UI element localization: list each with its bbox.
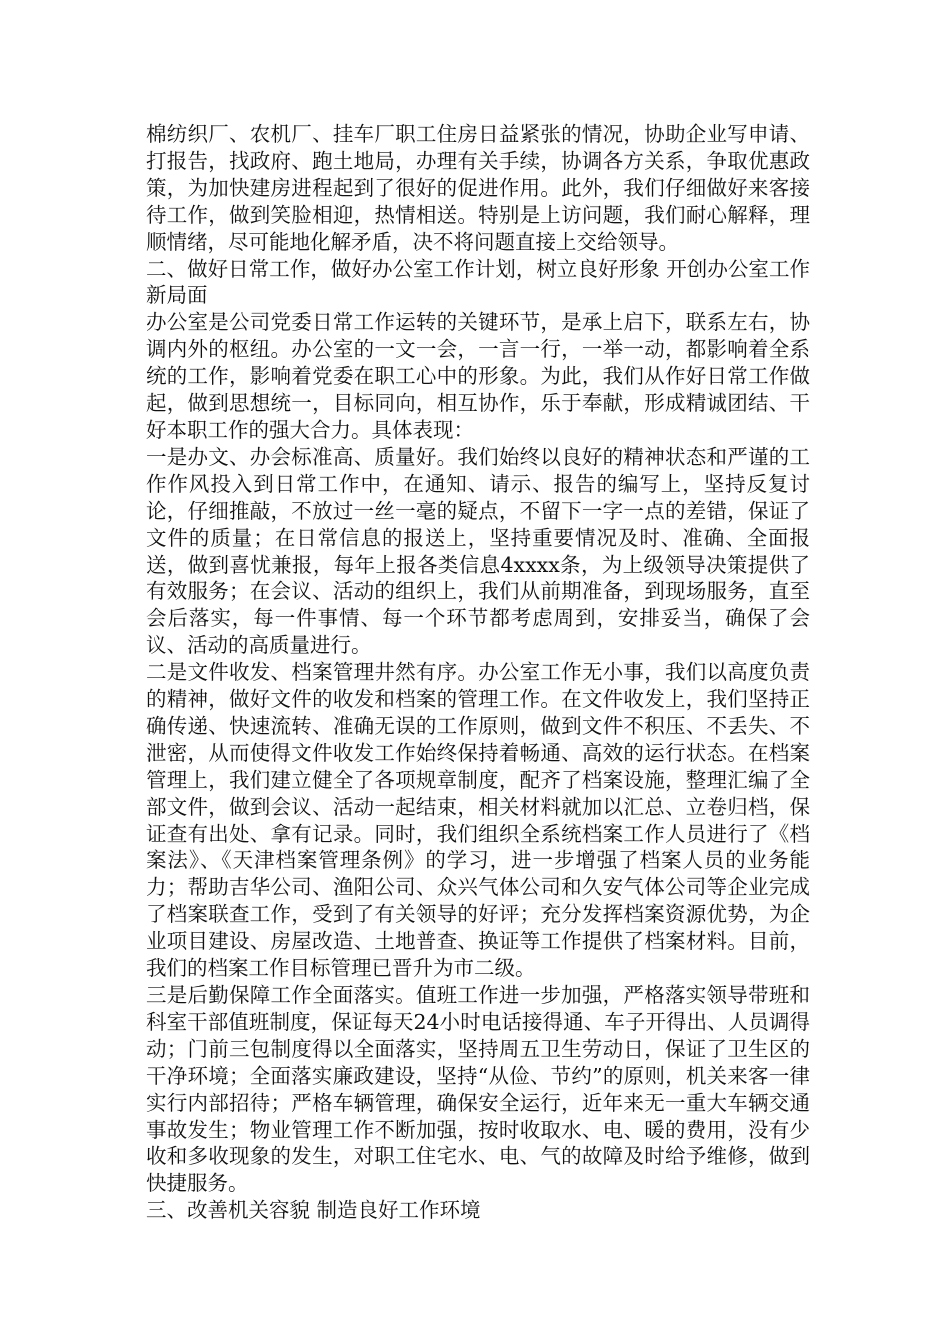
document-body: [146, 121, 810, 1224]
paragraph-documents-meetings: 一是办文、办会标准高、质量好。我们始终以良好的精神状态和严谨的工作作风投入到日常工作中，在通知、请示、报告的编写上，坚持反复讨论，仔细推敲，不放过一丝一毫的疑点，不留下一字一点的差错，保证了文件的质量；在日常信息的报送上，坚持重要情况及时、准确、全面报送，做到喜忧兼报，每年上报各类信息4xxxx条，为上级领导决策提供了有效服务；在会议、活动的组织上，我们从前期准备，到现场服务，直至会后落实，每一件事情、每一个环节都考虑周到，安排妥当，确保了会议、活动的高质量进行。: [146, 444, 810, 658]
paragraph-logistics: 三是后勤保障工作全面落实。值班工作进一步加强，严格落实领导带班和科室干部值班制度，保证每天24小时电话接得通、车子开得出、人员调得动；门前三包制度得以全面落实，坚持周五卫生劳动日，保证了卫生区的干净环境；全面落实廉政建设，坚持“从俭、节约”的原则，机关来客一律实行内部招待；严格车辆管理，确保安全运行，近年来无一重大车辆交通事故发生；物业管理工作不断加强，按时收取水、电、暖的费用，没有少收和多收现象的发生，对职工住宅水、电、气的故障及时给予维修，做到快捷服务。: [146, 983, 810, 1196]
section-heading-office-appearance: 三、改善机关容貌 制造良好工作环境: [146, 1198, 481, 1223]
paragraph-files-archives: 二是文件收发、档案管理井然有序。办公室工作无小事，我们以高度负责的精神，做好文件的收发和档案的管理工作。在文件收发上，我们坚持正确传递、快速流转、准确无误的工作原则，做到文件不积压、不丢失、不泄密，从而使得文件收发工作始终保持着畅通、高效的运行状态。在档案管理上，我们建立健全了各项规章制度，配齐了档案设施，整理汇编了全部文件，做到会议、活动一起结束，相关材料就加以汇总、立卷归档，保证查有出处、拿有记录。同时，我们组织全系统档案工作人员进行了《档案法》、《天津档案管理条例》的学习，进一步增强了档案人员的业务能力；帮助吉华公司、渔阳公司、众兴气体公司和久安气体公司等企业完成了档案联查工作，受到了有关领导的好评；充分发挥档案资源优势，为企业项目建设、房屋改造、土地普查、换证等工作提供了档案材料。目前，我们的档案工作目标管理已晋升为市二级。: [146, 660, 810, 981]
paragraph-housing-assistance: 棉纺织厂、农机厂、挂车厂职工住房日益紧张的情况，协助企业写申请、打报告，找政府、跑土地局，办理有关手续，协调各方关系，争取优惠政策，为加快建房进程起到了很好的促进作用。此外，我们仔细做好来客接待工作，做到笑脸相迎，热情相送。特别是上访问题，我们耐心解释，理顺情绪，尽可能地化解矛盾，决不将问题直接上交给领导。: [146, 122, 810, 254]
paragraph-office-role: 办公室是公司党委日常工作运转的关键环节，是承上启下，联系左右，协调内外的枢纽。办公室的一文一会，一言一行，一举一动，都影响着全系统的工作，影响着党委在职工心中的形象。为此，我们从作好日常工作做起，做到思想统一，目标同向，相互协作，乐于奉献，形成精诚团结、干好本职工作的强大合力。具体表现：: [146, 310, 810, 442]
section-heading-daily-work: 二、做好日常工作，做好办公室工作计划，树立良好形象 开创办公室工作新局面: [146, 256, 810, 308]
